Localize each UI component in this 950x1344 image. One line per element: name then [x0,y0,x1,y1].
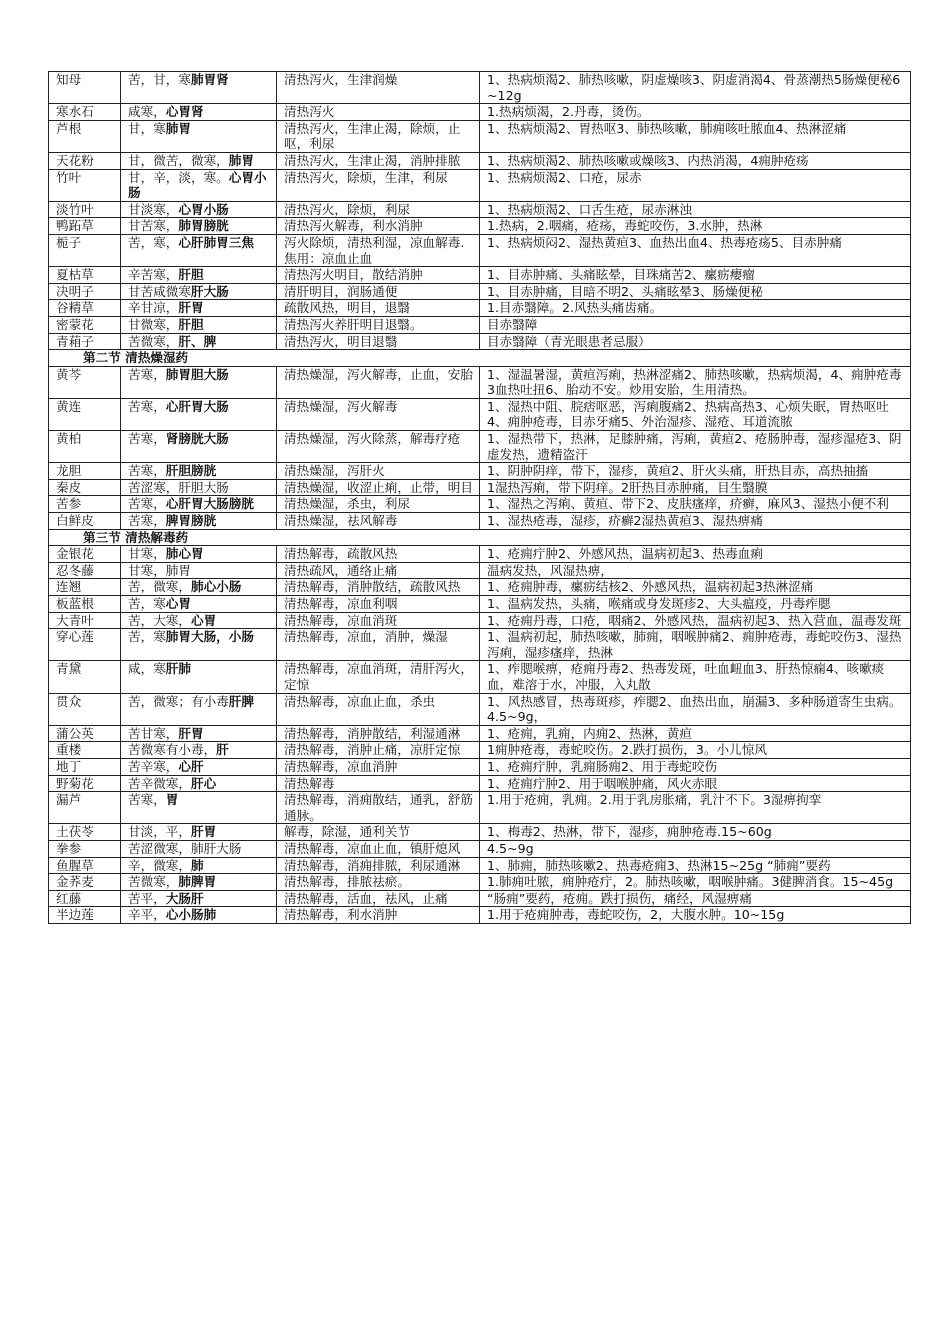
herb-property-cell [121,775,277,792]
herb-property: 苦平， [128,890,166,906]
herb-name: 淡竹叶 [49,201,121,218]
herb-row [49,742,911,759]
herb-row [49,890,911,907]
herb-meridian: 心胃肾 [165,104,204,120]
herb-name: 黄连 [49,398,121,430]
herb-property-cell [121,857,277,874]
herb-row [49,104,911,121]
herb-property: 苦辛微寒， [128,775,191,791]
herb-name: 贯众 [49,693,121,725]
herb-row [49,300,911,317]
herb-effect: 清热解毒，排脓祛瘀。 [277,874,480,891]
section-title: 第三节 清热解毒药 [49,529,911,546]
herb-row [49,546,911,563]
herb-name: 栀子 [49,234,121,266]
herb-property-cell [121,234,277,266]
herb-property-cell [121,104,277,121]
herb-name: 秦皮 [49,479,121,496]
herb-name: 漏芦 [49,792,121,824]
herb-property: 苦，大寒， [128,612,191,628]
herb-row [49,758,911,775]
herb-property-cell [121,596,277,613]
herb-meridian: 肝胃 [178,725,204,741]
herb-property-cell [121,479,277,496]
herb-name: 半边莲 [49,907,121,924]
herb-effect: 清热燥湿，泻火解毒 [277,398,480,430]
herb-row [49,857,911,874]
herb-name: 拳参 [49,840,121,857]
herb-row [49,218,911,235]
herb-property-cell [121,120,277,152]
herb-effect: 清热解毒，凉血止血，镇肝熄风 [277,840,480,857]
herb-row [49,283,911,300]
herb-meridian: 心胃 [165,596,191,611]
herb-property-cell [121,513,277,530]
herb-meridian: 肝大肠 [190,283,229,299]
herb-row [49,596,911,613]
herb-effect: 清热燥湿，祛风解毒 [277,513,480,530]
herb-usage: 1、湿热中阻、脘痞呕恶，泻痢腹痛2、热病高热3、心烦失眠，胃热呕吐4、痈肿疮毒，目赤牙痛5、外治湿疹、湿疮、耳道流脓 [480,398,911,430]
herb-meridian: 肺心胃 [165,546,204,562]
herb-property: 甘寒， [128,546,166,562]
herb-effect: 清热解毒，凉血消斑 [277,612,480,629]
herb-name: 地丁 [49,758,121,775]
herb-usage: 1、湿温暑湿，黄疸泻痢，热淋涩痛2、肺热咳嗽，热病烦渴，4、痈肿疮毒3血热吐扭6、胎动不安。炒用安胎，生用清热。 [480,366,911,398]
herb-usage: 1.用于疮痈肿毒，毒蛇咬伤，2，大腹水肿。10~15g [480,907,911,924]
herb-effect: 清热解毒，消肿散结，疏散风热 [277,579,480,596]
herb-property-cell [121,874,277,891]
herb-row [49,629,911,661]
herb-row [49,316,911,333]
herb-usage: 温病发热，风湿热痹， [480,562,911,579]
herb-property-cell [121,546,277,563]
herb-usage: 1.目赤翳障。2.风热头痛齿痛。 [480,300,911,317]
herb-meridian: 肝胃 [190,824,217,840]
herb-usage: 1、目赤肿痛、头痛眩晕，目珠痛苦2、瘰疬瘿瘤 [480,267,911,284]
herb-property: 苦辛寒， [128,758,179,774]
herb-meridian: 心小肠肺 [165,907,217,923]
herb-property-cell [121,283,277,300]
herb-effect: 清热解毒，凉血消斑，清肝泻火，定惊 [277,661,480,693]
herb-property: 苦微寒， [128,333,179,349]
herb-usage: 1、湿热疮毒，湿疹，疥癣2湿热黄疸3、湿热痹痛 [480,513,911,530]
herb-name: 谷精草 [49,300,121,317]
herb-meridian: 肺胃 [228,152,254,168]
herb-property-cell [121,758,277,775]
herb-usage: 1、疮痈肿毒，瘰疬结核2、外感风热，温病初起3热淋涩痛 [480,579,911,596]
herb-meridian: 肺心小肠 [190,579,242,595]
herb-name: 竹叶 [49,169,121,201]
herb-effect: 清热泻火 [277,104,480,121]
herb-effect: 清热解毒，凉血消肿 [277,758,480,775]
herb-usage: 1、热病烦渴2、肺热咳嗽，阴虚燥咳3、阴虚消渴4、骨蒸潮热5肠燥便秘6~12g [480,72,911,104]
herb-property: 苦寒， [128,513,166,529]
herb-property: 甘寒，肺胃 [128,562,191,578]
herb-effect: 清热燥湿，泻肝火 [277,463,480,480]
herb-name: 忍冬藤 [49,562,121,579]
herb-effect: 清热泻火养肝明目退翳。 [277,316,480,333]
herb-name: 白鲜皮 [49,513,121,530]
herb-property-cell [121,661,277,693]
herb-usage: 目赤翳障 [480,316,911,333]
herb-property: 甘苦寒， [128,218,179,234]
herb-row [49,775,911,792]
herb-meridian: 肺脾胃 [178,874,217,890]
herb-property-cell [121,152,277,169]
herb-name: 红藤 [49,890,121,907]
herb-usage: 1、疮痈，乳痈，内痈2、热淋，黄疸 [480,725,911,742]
herb-property-cell [121,907,277,924]
herb-property: 甘苦咸微寒 [128,283,191,299]
herb-effect: 解毒，除湿，通利关节 [277,824,480,841]
herb-row [49,579,911,596]
herb-usage: 1、梅毒2、热淋，带下，湿疹，痈肿疮毒.15~60g [480,824,911,841]
herb-usage: 1、热病烦闷2、湿热黄疸3、血热出血4、热毒疮疡5、目赤肿痛 [480,234,911,266]
herb-row [49,431,911,463]
herb-property: 苦寒， [128,431,166,447]
herb-usage: 1、热病烦渴2、肺热咳嗽或燥咳3、内热消渴，4痈肿疮疡 [480,152,911,169]
herb-property: 苦涩微寒，肺肝大肠 [128,840,242,856]
herb-usage: 1、湿热之泻痢、黄疸、带下2、皮肤瘙痒，疥癣，麻风3、湿热小便不利 [480,496,911,513]
herb-property-cell [121,612,277,629]
herb-property-cell [121,267,277,284]
herb-usage: 1、热病烦渴2、胃热呕3、肺热咳嗽，肺痈咳吐脓血4、热淋涩痛 [480,120,911,152]
herb-effect: 清热泻火，明目退翳 [277,333,480,350]
herb-property: 甘淡，平， [128,824,191,840]
herb-name: 金银花 [49,546,121,563]
herb-effect: 清热疏风，通络止痛 [277,562,480,579]
herb-meridian: 肝胆 [178,267,204,283]
herb-property: 甘淡寒， [128,201,179,217]
herb-row [49,267,911,284]
herb-meridian: 肝、脾 [178,333,217,349]
herb-meridian: 肝胃 [178,300,204,316]
herb-row [49,479,911,496]
herb-row [49,72,911,104]
herb-meridian: 肝 [216,742,229,758]
herb-usage: 1、疮痈疔肿2、外感风热，温病初起3、热毒血痢 [480,546,911,563]
herb-meridian: 肝胆膀胱 [165,463,217,479]
herb-property-cell [121,890,277,907]
herb-property-cell [121,463,277,480]
herb-name: 土茯苓 [49,824,121,841]
herb-property-cell [121,496,277,513]
herb-meridian: 大肠肝 [165,890,204,906]
section-header [49,350,911,367]
herb-property-cell [121,629,277,661]
herb-meridian: 心肝 [178,758,204,774]
herb-effect: 清热解毒，凉血止血，杀虫 [277,693,480,725]
herb-property: 苦微寒有小毒， [128,742,217,758]
herb-effect: 清热解毒，活血，祛风，止痛 [277,890,480,907]
herb-usage: 1.肺痈吐脓，痈肿疮疔，2。肺热咳嗽，咽喉肿痛。3健脾消食。15~45g [480,874,911,891]
herb-meridian: 心肝胃大肠膀胱 [165,496,254,512]
herb-effect: 清热泻火，除烦，生津，利尿 [277,169,480,201]
herb-usage: 1、疮痈疔肿，乳痈肠痈2、用于毒蛇咬伤 [480,758,911,775]
herb-name: 龙胆 [49,463,121,480]
herb-name: 决明子 [49,283,121,300]
herb-row [49,152,911,169]
herb-name: 连翘 [49,579,121,596]
herb-effect: 清热泻火，除烦，利尿 [277,201,480,218]
herb-effect: 清热解毒，消痈散结，通乳，舒筋通脉。 [277,792,480,824]
herb-effect: 清热解毒，凉血利咽 [277,596,480,613]
herb-property-cell [121,169,277,201]
herb-meridian: 肺胃肾 [190,72,229,87]
herb-usage: 1、热病烦渴2、口疮，尿赤 [480,169,911,201]
herb-meridian: 心胃小肠 [128,169,267,201]
herb-meridian: 肝脾 [228,693,254,709]
herb-meridian: 心胃小肠 [178,201,229,217]
herb-row [49,612,911,629]
herb-row [49,496,911,513]
herb-effect: 清热泻火明目，散结消肿 [277,267,480,284]
herb-name: 密蒙花 [49,316,121,333]
herb-usage: 1、阴肿阴痒，带下，湿疹，黄疸2、肝火头痛，肝热目赤，高热抽搐 [480,463,911,480]
herb-row [49,463,911,480]
herb-effect: 清热解毒，消肿止痛，凉肝定惊 [277,742,480,759]
herb-meridian: 肺胃大肠，小肠 [165,629,254,645]
herb-name: 青葙子 [49,333,121,350]
herb-meridian: 肺 [190,857,204,873]
herb-meridian: 脾胃膀胱 [165,513,217,529]
herb-table [48,71,911,924]
section-header [49,529,911,546]
herb-name: 蒲公英 [49,725,121,742]
herb-property-cell [121,300,277,317]
herb-property: 辛甘凉， [128,300,179,316]
herb-usage: 1、热病烦渴2、口舌生疮，尿赤淋浊 [480,201,911,218]
herb-effect: 清热燥湿，收涩止痢，止带，明目 [277,479,480,496]
herb-property: 苦微寒， [128,874,179,890]
herb-property: 苦涩寒，肝胆大肠 [128,479,229,495]
herb-effect: 清热燥湿，泻火解毒，止血，安胎 [277,366,480,398]
herb-name: 芦根 [49,120,121,152]
herb-property: 苦寒， [128,792,166,808]
herb-name: 青黛 [49,661,121,693]
herb-usage: 1、目赤肿痛，目暗不明2、头痛眩晕3、肠燥便秘 [480,283,911,300]
herb-property-cell [121,824,277,841]
herb-property: 辛，微寒， [128,857,191,873]
herb-row [49,874,911,891]
herb-usage: 4.5~9g [480,840,911,857]
herb-row [49,725,911,742]
herb-property-cell [121,431,277,463]
herb-effect: 清热解毒，消痈排脓，利尿通淋 [277,857,480,874]
herb-row [49,693,911,725]
herb-row [49,120,911,152]
herb-effect: 清热解毒，利水消肿 [277,907,480,924]
herb-effect: 清热泻火解毒，利水消肿 [277,218,480,235]
herb-property: 苦，寒 [128,629,166,645]
herb-usage: 1.用于疮痈，乳痈。2.用于乳房胀痛，乳汁不下。3湿痹拘挛 [480,792,911,824]
herb-property: 甘，微苦，微寒， [128,152,229,168]
herb-name: 板蓝根 [49,596,121,613]
herb-usage: 1.热病，2.咽痛，疮疡，毒蛇咬伤，3.水肿，热淋 [480,218,911,235]
herb-name: 金荞麦 [49,874,121,891]
herb-property-cell [121,316,277,333]
herb-name: 黄芩 [49,366,121,398]
herb-name: 黄柏 [49,431,121,463]
herb-meridian: 肝心 [190,775,217,791]
herb-meridian: 肺胃胆大肠 [165,366,229,382]
herb-property: 苦寒， [128,398,166,414]
herb-usage: 1.热病烦渴，2.丹毒，烫伤。 [480,104,911,121]
herb-property: 辛平， [128,907,166,923]
herb-name: 穿心莲 [49,629,121,661]
herb-usage: 1、疮痈丹毒，口疮，咽痛2、外感风热，温病初起3、热入营血，温毒发斑 [480,612,911,629]
herb-usage: “肠痈”要药，疮痈。跌打损伤，痛经，风湿痹痛 [480,890,911,907]
herb-usage: 1痈肿疮毒，毒蛇咬伤。2.跌打损伤，3。小儿惊风 [480,742,911,759]
herb-meridian: 心肝胃大肠 [165,398,229,414]
herb-effect: 清肝明目，润肠通便 [277,283,480,300]
herb-usage: 1、温病初起，肺热咳嗽，肺痈，咽喉肿痛2、痈肿疮毒，毒蛇咬伤3、湿热泻痢，湿疹瘙痒，热淋 [480,629,911,661]
herb-property: 苦寒， [128,463,166,479]
herb-property: 甘，寒 [128,120,166,136]
herb-property: 苦，寒， [128,234,179,250]
herb-meridian: 心肝肺胃三焦 [178,234,254,250]
herb-meridian: 肾膀胱大肠 [165,431,229,447]
herb-row [49,234,911,266]
herb-effect: 疏散风热，明目，退翳 [277,300,480,317]
herb-row [49,398,911,430]
herb-name: 鱼腥草 [49,857,121,874]
herb-property-cell [121,201,277,218]
herb-row [49,201,911,218]
herb-property: 甘，辛，淡，寒。 [128,169,229,185]
herb-name: 知母 [49,72,121,104]
herb-property: 苦，微寒， [128,579,191,595]
herb-property-cell [121,333,277,350]
herb-effect: 清热燥湿，泻火除蒸，解毒疗疮 [277,431,480,463]
section-title: 第二节 清热燥湿药 [49,350,911,367]
herb-property: 咸寒， [128,104,166,120]
herb-row [49,907,911,924]
herb-meridian: 肺胃膀胱 [178,218,229,234]
herb-property-cell [121,840,277,857]
herb-name: 大青叶 [49,612,121,629]
herb-meridian: 胃 [165,792,179,808]
herb-property: 咸，寒 [128,661,166,677]
herb-property: 甘微寒， [128,316,179,332]
herb-property-cell [121,742,277,759]
herb-row [49,169,911,201]
herb-row [49,661,911,693]
herb-row [49,792,911,824]
herb-property: 苦，寒 [128,596,166,611]
herb-property: 苦寒， [128,496,166,512]
herb-property-cell [121,562,277,579]
herb-effect: 清热泻火，生津止渴，消肿排脓 [277,152,480,169]
herb-effect: 清热泻火，生津止渴，除烦，止呕，利尿 [277,120,480,152]
herb-effect: 清热解毒 [277,775,480,792]
herb-effect: 泻火除烦，清热利湿，凉血解毒.焦用：凉血止血 [277,234,480,266]
herb-meridian: 肝胆 [178,316,204,332]
herb-property-cell [121,218,277,235]
herb-name: 天花粉 [49,152,121,169]
herb-row [49,840,911,857]
herb-property-cell [121,579,277,596]
herb-effect: 清热解毒，凉血，消肿，燥湿 [277,629,480,661]
herb-usage: 1、温病发热，头痛，喉痛或身发斑疹2、大头瘟疫，丹毒痄腮 [480,596,911,613]
herb-row [49,562,911,579]
herb-property-cell [121,398,277,430]
herb-property: 辛苦寒， [128,267,179,283]
herb-usage: 1、湿热带下，热淋，足膝肿痛，泻痢，黄疸2、疮肠肿毒，湿疹湿疮3、阴虚发热，遗精盗汗 [480,431,911,463]
herb-property: 苦甘寒， [128,725,179,741]
herb-property-cell [121,693,277,725]
herb-effect: 清热燥湿，杀虫，利尿 [277,496,480,513]
herb-usage: 1湿热泻痢，带下阴痒。2肝热目赤肿痛，目生翳膜 [480,479,911,496]
herb-name: 鸭跖草 [49,218,121,235]
herb-row [49,333,911,350]
herb-name: 重楼 [49,742,121,759]
herb-name: 苦参 [49,496,121,513]
herb-property: 苦，甘，寒 [128,72,191,87]
herb-usage: 1、风热感冒，热毒斑疹，痄腮2、血热出血，崩漏3、多种肠道寄生虫病。4.5~9g， [480,693,911,725]
herb-effect: 清热泻火，生津润燥 [277,72,480,104]
herb-property-cell [121,366,277,398]
herb-meridian: 肝肺 [165,661,191,677]
herb-property-cell [121,792,277,824]
herb-row [49,824,911,841]
herb-usage: 1、疮痈疔肿2、用于咽喉肿痛，风火赤眼 [480,775,911,792]
herb-name: 寒水石 [49,104,121,121]
herb-table-body [49,72,911,924]
herb-row [49,366,911,398]
herb-property-cell [121,72,277,104]
herb-meridian: 肺胃 [165,120,191,136]
herb-usage: 目赤翳障（青光眼患者忌服） [480,333,911,350]
herb-property: 苦，微寒；有小毒 [128,693,229,709]
herb-effect: 清热解毒，消肿散结，利湿通淋 [277,725,480,742]
herb-property-cell [121,725,277,742]
herb-property: 苦寒， [128,366,166,382]
herb-name: 夏枯草 [49,267,121,284]
herb-effect: 清热解毒，疏散风热 [277,546,480,563]
herb-usage: 1、肺痈，肺热咳嗽2、热毒疮痈3、热淋15~25g “肺痈”要药 [480,857,911,874]
herb-name: 野菊花 [49,775,121,792]
herb-meridian: 心胃 [190,612,217,628]
herb-usage: 1、痄腮喉痹，疮痈丹毒2、热毒发斑，吐血衄血3、肝热惊痫4、咳嗽痰血，难溶于水，冲服，入丸散 [480,661,911,693]
herb-row [49,513,911,530]
